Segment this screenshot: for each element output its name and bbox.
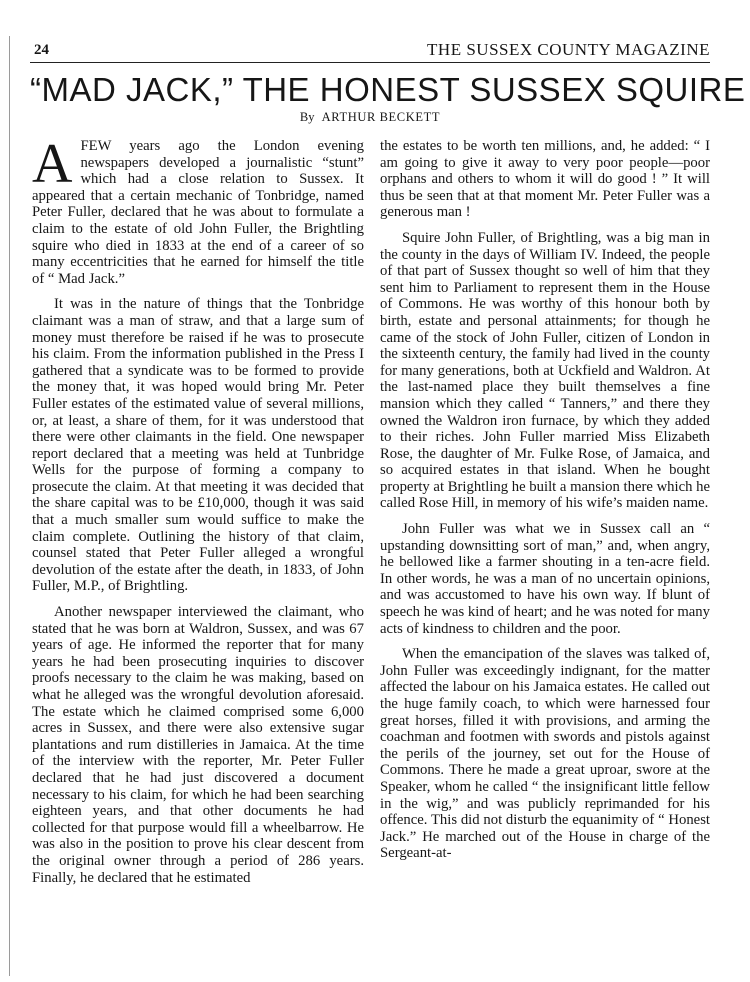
author-name: ARTHUR BECKETT xyxy=(321,110,441,124)
paragraph-4: the estates to be worth ten millions, and, he added: “ I am going to give it away to very poor people—poor orphans and others to whom it will do good ! ” It will thus be seen that at that moment Mr. Peter Fuller was a generous man ! xyxy=(380,138,710,221)
right-column xyxy=(380,138,710,862)
byline xyxy=(30,110,710,125)
left-column xyxy=(32,133,364,886)
drop-cap: A xyxy=(32,133,73,195)
article-title: “MAD JACK,” THE HONEST SUSSEX SQUIRE xyxy=(30,71,746,108)
paragraph-6: John Fuller was what we in Sussex call an “ upstanding downsitting sort of man,” and, when angry, he bellowed like a farmer shouting in a ten-acre field. In other words, he was a man of no uncertain opinions, and was accustomed to have his own way. If blunt of speech he was kind of heart; and he was noted for many acts of kindness to children and the poor. xyxy=(380,521,710,637)
magazine-title: THE SUSSEX COUNTY MAGAZINE xyxy=(427,40,710,59)
page-number: 24 xyxy=(34,42,49,58)
paragraph-3: Another newspaper interviewed the claimant, who stated that he was born at Waldron, Sussex, and was 67 years of age. He informed the reporter that for many years he had been prosecuting inquiries to discover proofs necessary to the claim he was making, based on what he alleged was the wrongful devolution aforesaid. The estate which he claimed comprised some 6,000 acres in Sussex, and there were also extensive sugar plantations and rum distilleries in Jamaica. At the time of the interview with the reporter, Mr. Peter Fuller declared that he had just discovered a document necessary to his claim, for which he had been searching eighteen years, and that other documents he had collected for that purpose would fill a wheelbarrow. He was also in the position to prove his clear descent from the original owner through a period of 286 years. Finally, he declared that he estimated xyxy=(32,604,364,886)
paragraph-1-text: FEW years ago the London evening newspapers developed a journalistic “stunt” which had a close relation to Sussex. It appeared that a certain mechanic of Tonbridge, named Peter Fuller, declared that he was about to formulate a claim to the estate of old John Fuller, the Brightling squire who died in 1833 at the end of a career of so many eccentricities that he earned for himself the title of “ Mad Jack.” xyxy=(32,138,364,287)
byline-prefix: By xyxy=(299,110,315,124)
paragraph-5: Squire John Fuller, of Brightling, was a big man in the county in the days of William IV. Indeed, the people of that part of Sussex thought so well of him that they sent him to Parliament to represent them in the House of Commons. He was worthy of this honour both by birth, estate and personal attainments; for though he came of the stock of John Fuller, citizen of London in the sixteenth century, the family had lived in the county for many generations, both at Uckfield and Waldron. At the last-named place they built themselves a fine mansion which they called “ Tanners,” and there they owned the Waldron iron furnace, by which they added to their riches. John Fuller married Miss Elizabeth Rose, the daughter of Mr. Fulke Rose, of Jamaica, and so acquired estates in that island. When he bought property at Brightling he built a mansion there which he called Rose Hill, in memory of his wife’s maiden name. xyxy=(380,229,710,512)
paragraph-1 xyxy=(32,133,364,287)
paragraph-7: When the emancipation of the slaves was talked of, John Fuller was exceedingly indignant, for the matter affected the labour on his Jamaica estates. He called out the huge family coach, to which were harnessed four great horses, filled it with provisions, and arming the coachman and footmen with swords and pistols against the perils of the journey, set out for the House of Commons. There he made a great uproar, swore at the Speaker, whom he called “ the insignificant little fellow in the wig,” and was publicly reprimanded for his offence. This did not disturb the equanimity of “ Honest Jack.” He marched out of the House in charge of the Sergeant-at- xyxy=(380,646,710,862)
running-head xyxy=(30,38,710,63)
margin-rule xyxy=(9,36,10,976)
paragraph-2: It was in the nature of things that the Tonbridge claimant was a man of straw, and that a large sum of money must therefore be raised if he was to prosecute his claim. From the information published in the Press I gathered that a syndicate was to be formed to provide the money that, it was hoped would bring Mr. Peter Fuller estates of the estimated value of several millions, or, at least, a share of them, for it was understood that there were other claimants in the field. One newspaper report declared that a meeting was held at Tunbridge Wells for the purpose of forming a company to prosecute the claim. At that meeting it was decided that the share capital was to be £10,000, though it was said that a much smaller sum would suffice to make the claim complete. Outlining the history of that claim, counsel stated that Peter Fuller alleged a wrongful devolution of the estate after the death, in 1833, of John Fuller, M.P., of Brightling. xyxy=(32,296,364,595)
